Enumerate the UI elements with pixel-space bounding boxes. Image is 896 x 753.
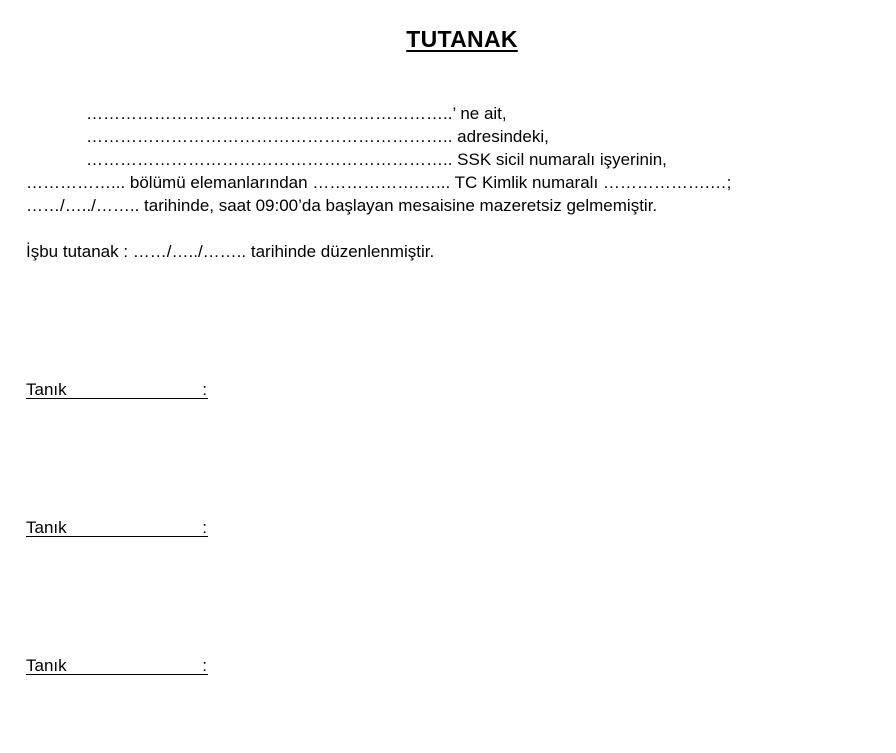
witness-colon: : (202, 656, 207, 675)
witness-signature-2 (26, 518, 208, 537)
witness-signature-1 (26, 380, 208, 399)
witness-colon: : (202, 380, 207, 399)
witness-signature-3 (26, 656, 208, 675)
witness-label: Tanık (26, 380, 67, 399)
address-line: ……………………………………………………….. adresindeki, (86, 127, 549, 146)
owner-line: ………………………………………………………..’ ne ait, (86, 104, 507, 123)
absence-date-line: ……/…../…….. tarihinde, saat 09:00’da başlayan mesaisine mazeretsiz gelmemiştir. (26, 196, 658, 215)
witness-colon: : (202, 518, 207, 537)
record-date-line: İşbu tutanak : ……/…../…….. tarihinde düzenlenmiştir. (26, 242, 435, 261)
employee-line: ……………... bölümü elemanlarından ……………….…... TC Kimlik numaralı ……………….…; (26, 173, 732, 192)
witness-label: Tanık (26, 518, 67, 537)
witness-label: Tanık (26, 656, 67, 675)
ssk-line: ……………………………………………………….. SSK sicil numaralı işyerinin, (86, 150, 667, 169)
document-title: TUTANAK (406, 26, 518, 52)
